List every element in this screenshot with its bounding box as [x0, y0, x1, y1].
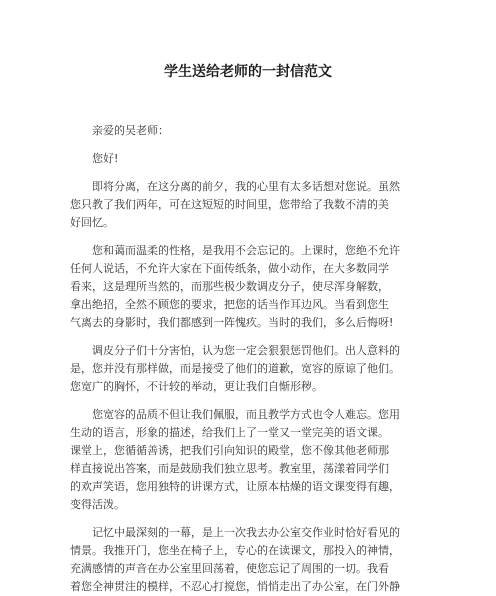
paragraph-line: 即将分离，在这分离的前夕，我的心里有太多话想对您说。虽然: [92, 180, 400, 193]
paragraph-line: 生动的语言，形象的描述，给我们上了一堂又一堂完美的语文课。: [70, 426, 389, 439]
paragraph-2: [70, 242, 430, 332]
letter-body: [70, 122, 430, 596]
paragraph-line: 您宽广的胸怀，不计较的举动，更让我们自惭形秽。: [70, 380, 323, 393]
paragraph-line: 调皮分子们十分害怕，认为您一定会狠狠惩罚他们。出人意料的: [92, 344, 400, 357]
paragraph-line: 任何人说话，不允许大家在下面传纸条，做小动作，在大多数同学: [70, 262, 389, 275]
paragraph-line: 看来，这是理所当然的，而那些极少数调皮分子，使尽浑身解数，: [70, 280, 389, 293]
paragraph-line: 情景。我推开门，您坐在椅子上，专心的在读课文，那投入的神情，: [70, 544, 400, 557]
paragraph-line: 您和蔼而温柔的性格，是我用不会忘记的。上课时，您绝不允许: [92, 244, 400, 257]
paragraph-line: 课堂上，您循循善诱，把我们引向知识的殿堂，您不像其他老师那: [70, 444, 389, 457]
paragraph-line: 着您全神贯注的模样，不忍心打搅您，悄悄走出了办公室，在门外静: [70, 580, 400, 593]
document-title: 学生送给老师的一封信范文: [164, 64, 332, 80]
paragraph-line: 您宽容的品质不但让我们佩服，而且教学方式也令人难忘。您用: [92, 408, 400, 421]
paragraph-line: 您只教了我们两年，可在这短短的时间里，您带给了我数不清的美: [70, 198, 389, 211]
paragraph-3: [70, 342, 430, 396]
paragraph-line: 拿出绝招，全然不顾您的要求，把您的话当作耳边风。当看到您生: [70, 298, 389, 311]
paragraph-line: 变得活泼。: [70, 498, 125, 511]
paragraph-5: [70, 524, 430, 596]
paragraph-1: [70, 178, 430, 232]
paragraph-line: 气离去的身影时，我们都感到一阵愧疚。当时的我们，多么后悔呀!: [70, 316, 394, 329]
paragraph-line: 记忆中最深刻的一幕，是上一次我去办公室交作业时恰好看见的: [92, 526, 400, 539]
paragraph-line: 的欢声笑语，您用独特的讲课方式，让原本枯燥的语文课变得有趣，: [70, 480, 400, 493]
greeting: 您好!: [92, 152, 119, 165]
paragraph-4: [70, 406, 430, 514]
salutation: 亲爱的吴老师：: [92, 124, 169, 137]
paragraph-line: 样直接说出答案，而是鼓励我们独立思考。教室里，荡漾着同学们: [70, 462, 389, 475]
paragraph-line: 是，您并没有那样做，而是接受了他们的道歉，宽容的原谅了他们。: [70, 362, 400, 375]
paragraph-line: 充满感情的声音在办公室里回荡着，使您忘记了周围的一切。我看: [70, 562, 389, 575]
paragraph-line: 好回忆。: [70, 216, 114, 229]
